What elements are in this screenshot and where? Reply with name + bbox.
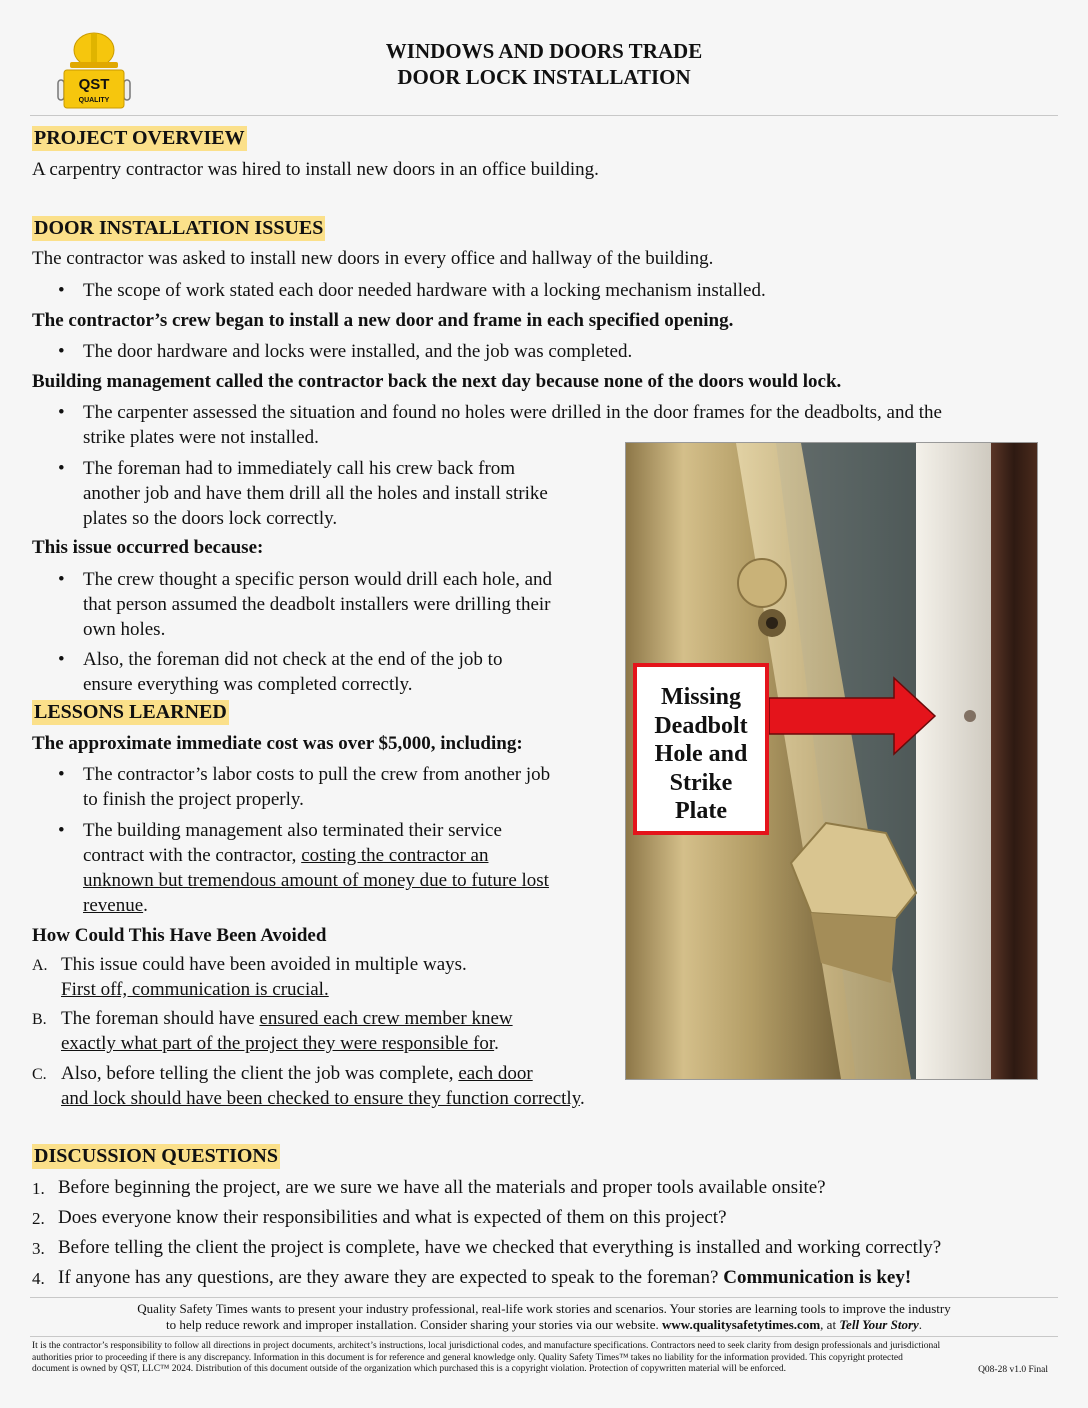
- list-marker-b: B.: [32, 1011, 47, 1028]
- footer-divider: [30, 1297, 1058, 1298]
- item-line: This issue could have been avoided in multiple ways.: [61, 954, 467, 975]
- bold-text: Communication is key!: [723, 1267, 912, 1288]
- bullet-line: The foreman had to immediately call his crew back from: [83, 458, 516, 479]
- photo-callout: [633, 663, 769, 835]
- text-run: .: [579, 1088, 585, 1109]
- bullet-line: strike plates were not installed.: [83, 427, 319, 448]
- red-arrow-icon: [769, 676, 939, 756]
- text-run: , at: [820, 1317, 840, 1332]
- heading-door-installation-issues: DOOR INSTALLATION ISSUES: [34, 217, 324, 239]
- issues-bold-statement: This issue occurred because:: [32, 537, 264, 558]
- question-number: 4.: [32, 1269, 45, 1288]
- logo-subtext: QUALITY: [78, 97, 110, 104]
- issues-bold-statement: Building management called the contractor back the next day because none of the doors would lock.: [32, 371, 842, 392]
- question-number: 3.: [32, 1239, 45, 1258]
- text-run: contract with the contractor,: [83, 845, 302, 866]
- list-marker-a: A.: [32, 957, 48, 974]
- list-marker-c: C.: [32, 1066, 47, 1083]
- legal-line: It is the contractor’s responsibility to follow all directions in project documents, architect’s instructions, local jurisdictional codes, and manufacture specifications. Contractors need to seek clarity from design professionals and jurisdictional: [32, 1341, 941, 1351]
- item-line: [61, 1086, 585, 1111]
- bullet-line: The contractor’s labor costs to pull the crew from another job: [83, 764, 551, 785]
- bullet-line: that person assumed the deadbolt installers were drilling their: [83, 594, 551, 615]
- text-run: to help reduce rework and improper installation. Consider sharing your stories via our website.: [165, 1317, 663, 1332]
- bullet-text: The scope of work stated each door needed hardware with a locking mechanism installed.: [83, 280, 766, 301]
- callout-line: Missing: [660, 684, 741, 710]
- bullet-line: Also, the foreman did not check at the end of the job to: [83, 649, 503, 670]
- footer-divider: [30, 1336, 1058, 1337]
- bullet-dot: •: [58, 341, 65, 362]
- callout-line: Strike: [669, 769, 733, 796]
- bullet-line: ensure everything was completed correctly.: [83, 674, 413, 695]
- underlined-text: costing the contractor an: [301, 845, 489, 866]
- title-line-1: WINDOWS AND DOORS TRADE: [385, 39, 703, 63]
- heading-discussion-questions: DISCUSSION QUESTIONS: [34, 1145, 278, 1167]
- tell-your-story-link[interactable]: Tell Your Story: [839, 1317, 919, 1332]
- bullet-line: plates so the doors lock correctly.: [83, 508, 338, 529]
- qst-logo: [52, 28, 136, 114]
- bullet-dot: •: [58, 402, 65, 423]
- bullet-text: [83, 818, 549, 918]
- legal-line: authorities prior to proceeding if there is any discrepancy. Information in this document is for reference and general knowledge only. Quality Safety Times™ takes no liability for the information provided. This copyright protected: [32, 1352, 903, 1363]
- underlined-text: First off, communication is crucial.: [61, 979, 329, 1000]
- logo-text: QST: [78, 76, 110, 93]
- underlined-text: revenue: [83, 895, 144, 916]
- bullet-line: The crew thought a specific person would drill each hole, and: [83, 569, 553, 590]
- bullet-line: to finish the project properly.: [83, 789, 304, 810]
- underlined-text: unknown but tremendous amount of money due to future lost: [83, 870, 549, 891]
- underlined-text: each door: [458, 1063, 533, 1084]
- bullet-line: The building management also terminated their service: [83, 820, 502, 841]
- lettered-item-b: [61, 1006, 513, 1056]
- bullet-line: [83, 843, 549, 868]
- document-code: Q08-28 v1.0 Final: [978, 1365, 1048, 1375]
- heading-project-overview: PROJECT OVERVIEW: [34, 127, 245, 149]
- text-run: The foreman should have: [61, 1008, 260, 1029]
- lessons-subheading: How Could This Have Been Avoided: [32, 925, 327, 946]
- callout-line: Hole and: [654, 741, 748, 767]
- lettered-item-a: [61, 952, 467, 1002]
- question-1: Before beginning the project, are we sure we have all the materials and proper tools available onsite?: [58, 1177, 826, 1198]
- bullet-text: The door hardware and locks were installed, and the job was completed.: [83, 341, 633, 362]
- underlined-text: exactly what part of the project they were responsible for: [61, 1033, 495, 1054]
- header-divider: [30, 115, 1058, 116]
- footer-line: Quality Safety Times wants to present your industry professional, real-life work stories and scenarios. Your stories are learning tools to improve the industry: [137, 1301, 951, 1316]
- question-number: 2.: [32, 1209, 45, 1228]
- title-line-2: DOOR LOCK INSTALLATION: [397, 65, 691, 89]
- question-4: [58, 1265, 911, 1290]
- text-run: If anyone has any questions, are they aware they are expected to speak to the foreman?: [58, 1267, 724, 1288]
- question-2: Does everyone know their responsibilities and what is expected of them on this project?: [58, 1207, 727, 1228]
- bullet-dot: •: [58, 280, 65, 301]
- callout-line: Deadbolt: [654, 712, 748, 739]
- footer-message: [60, 1301, 1028, 1333]
- item-line: [61, 1006, 513, 1031]
- underlined-text: ensured each crew member knew: [259, 1008, 513, 1029]
- issues-intro: The contractor was asked to install new doors in every office and hallway of the building.: [32, 248, 714, 269]
- item-line: [61, 1061, 585, 1086]
- footer-line: [60, 1317, 1028, 1333]
- document-title: [300, 38, 788, 90]
- text-run: .: [918, 1317, 923, 1332]
- heading-lessons-learned: LESSONS LEARNED: [34, 701, 227, 723]
- bullet-line: own holes.: [83, 619, 166, 640]
- bullet-line: [83, 893, 549, 918]
- bullet-dot: •: [58, 458, 65, 479]
- question-3: Before telling the client the project is complete, have we checked that everything is installed and working correctly?: [58, 1237, 942, 1258]
- bullet-text: [83, 456, 548, 531]
- lettered-item-c: [61, 1061, 585, 1111]
- bullet-text: [83, 647, 502, 697]
- legal-line: document is owned by QST, LLC™ 2024. Distribution of this document outside of the organization which purchased this is a copyright violation. Protection of copywritten material will be enforced.: [32, 1364, 787, 1374]
- item-line: [61, 1031, 513, 1056]
- legal-disclaimer: [32, 1341, 1056, 1376]
- underlined-text: and lock should have been checked to ensure they function correctly: [61, 1088, 580, 1109]
- question-number: 1.: [32, 1179, 45, 1198]
- overview-text: A carpentry contractor was hired to install new doors in an office building.: [32, 159, 599, 180]
- bullet-dot: •: [58, 649, 65, 670]
- website-link[interactable]: www.qualitysafetytimes.com: [662, 1317, 821, 1332]
- bullet-dot: •: [58, 764, 65, 785]
- callout-line: Plate: [675, 798, 727, 824]
- bullet-text: [83, 762, 550, 812]
- bullet-dot: •: [58, 569, 65, 590]
- text-run: .: [494, 1033, 499, 1054]
- bullet-line: The carpenter assessed the situation and found no holes were drilled in the door frames for the deadbolts, and the: [83, 402, 942, 423]
- bullet-text: [83, 567, 552, 642]
- bullet-line: another job and have them drill all the holes and install strike: [83, 483, 548, 504]
- bullet-dot: •: [58, 820, 65, 841]
- issues-bold-statement: The contractor’s crew began to install a new door and frame in each specified opening.: [32, 310, 734, 331]
- lessons-bold-statement: The approximate immediate cost was over $5,000, including:: [32, 733, 523, 754]
- text-run: Also, before telling the client the job was complete,: [61, 1063, 459, 1084]
- text-run: .: [143, 895, 148, 916]
